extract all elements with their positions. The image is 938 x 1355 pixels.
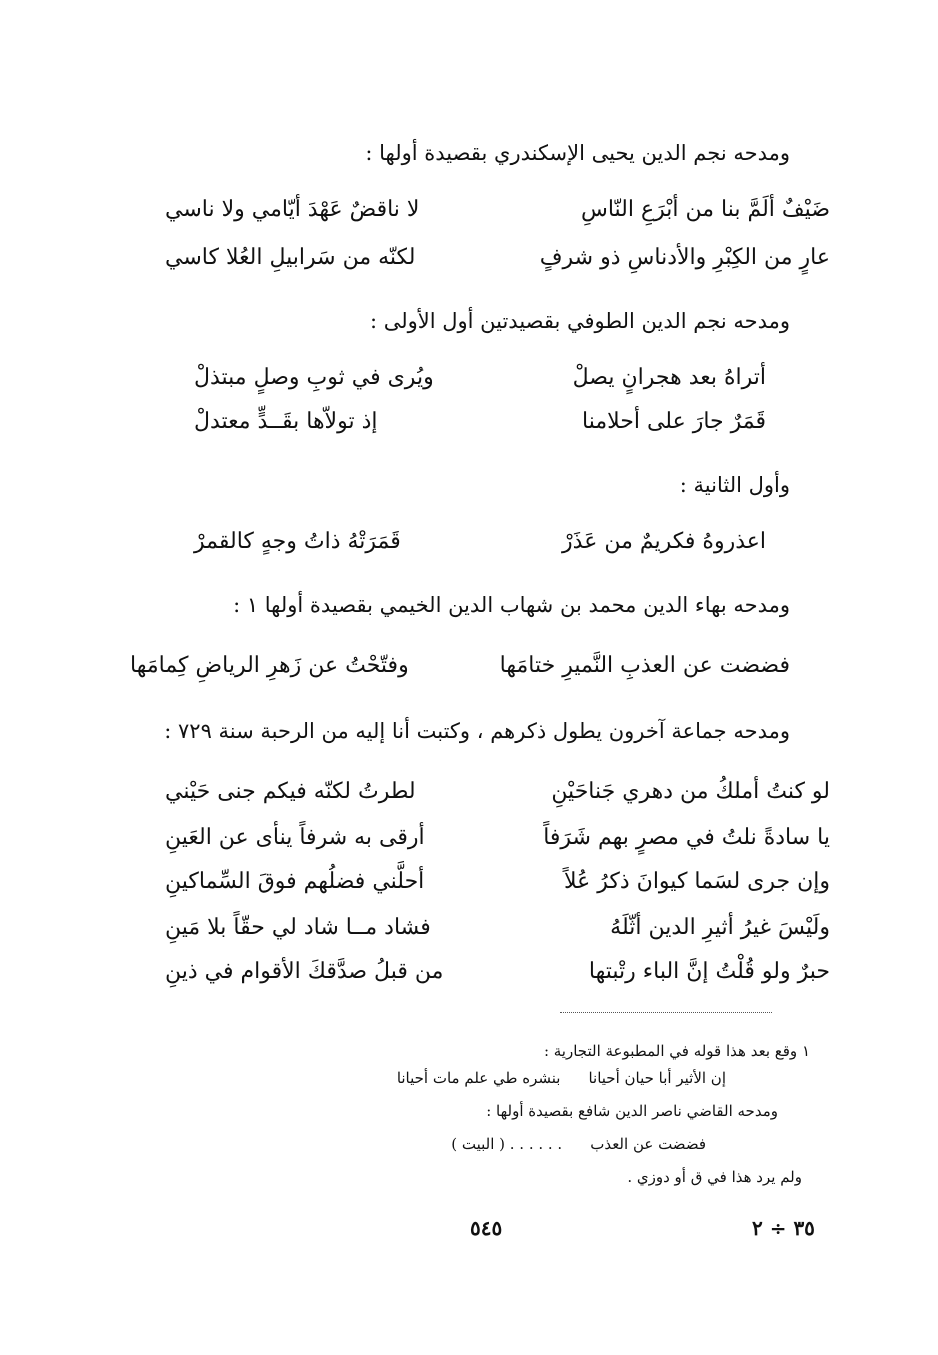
verse-8-right: يا سادةً نلتُ في مصرٍ بهم شَرَفاً — [543, 825, 830, 850]
footnote-verse-left: بنشره طي علم مات أحيانا — [396, 1069, 561, 1087]
verse-11-right: حبرٌ ولو قُلْتُ إنَّ الباء رتْبتها — [588, 959, 830, 984]
verse-1-left: لا ناقضٌ عَهْدَ أيّامي ولا ناسي — [165, 197, 420, 222]
verse-4-right: قَمَرٌ جارَ على أحلامنا — [582, 409, 766, 434]
verse-7 — [165, 772, 830, 812]
verse-3 — [194, 358, 766, 398]
verse-2-right: عارٍ من الكِبْرِ والأدناسِ ذو شرفٍ — [539, 245, 830, 270]
verse-2-left: لكنّه من سَرابيلِ العُلا كاسي — [165, 245, 416, 270]
intro-line-5: ومدحه جماعة آخرون يطول ذكرهم ، وكتبت أنا إليه من الرحبة سنة ٧٢٩ : — [164, 719, 790, 743]
footnote-line-1: ١ وقع بعد هذا قوله في المطبوعة التجارية : — [543, 1042, 810, 1060]
verse-8 — [165, 818, 830, 858]
intro-line-4: ومدحه بهاء الدين محمد بن شهاب الدين الخيمي بقصيدة أولها ١ : — [233, 593, 790, 617]
verse-11-left: من قبلُ صدَّقكَ الأقوام في ذينِ — [165, 959, 444, 984]
verse-6 — [130, 646, 790, 686]
intro-line-1: ومدحه نجم الدين يحيى الإسكندري بقصيدة أولها : — [365, 141, 790, 165]
verse-4 — [194, 402, 766, 442]
verse-11 — [165, 952, 830, 992]
footnote-citation-left: . . . . . . ( البيت ) — [451, 1135, 563, 1153]
verse-9 — [165, 862, 830, 902]
verse-10-right: ولَيْسَ غيرُ أثيرِ الدين أثّلَهُ — [610, 915, 830, 940]
verse-5-right: اعذروهُ فكريمٌ من عَذَرْ — [562, 529, 766, 554]
verse-4-left: إذ تولاّها بقَــدٍّ معتدلْ — [194, 409, 378, 434]
verse-1 — [165, 190, 830, 230]
verse-9-left: أحلَّني فضلُهم فوقَ السِّماكينِ — [165, 869, 425, 894]
footnote-citation-right: فضضت عن العذب — [590, 1135, 706, 1153]
footnote-verse-right: إن الأثير أبا حيان أحيانا — [588, 1069, 726, 1087]
page-number: ٥٤٥ — [470, 1216, 503, 1240]
verse-9-right: وإن جرى لسَما كيوانَ ذكرُ عُلاً — [564, 869, 830, 894]
verse-3-left: ويُرى في ثوبِ وصلٍ مبتذلْ — [194, 365, 434, 390]
verse-7-right: لو كنتُ أملكُ من دهري جَناحَيْنِ — [551, 779, 830, 804]
verse-5 — [194, 522, 766, 562]
intro-line-3: وأول الثانية : — [679, 473, 790, 497]
verse-10-left: فشاد مــا شاد لي حقّاً بلا مَينِ — [165, 915, 431, 940]
footnote-verse — [397, 1067, 726, 1089]
verse-7-left: لطرتُ لكنّه فيكم جنى حَيْني — [165, 779, 416, 804]
verse-2 — [165, 238, 830, 278]
signature-mark: ٣٥ ÷ ٢ — [752, 1216, 815, 1240]
verse-10 — [165, 908, 830, 948]
verse-1-right: ضَيْفٌ ألَمَّ بنا من أبْرَعِ النّاسِ — [580, 197, 830, 222]
verse-3-right: أتراهُ بعد هجرانٍ يصلْ — [572, 365, 766, 390]
footnote-divider — [560, 1012, 772, 1013]
verse-5-left: قَمَرَتْهُ ذاتُ وجهٍ كالقمرْ — [194, 529, 401, 554]
verse-8-left: أرقى به شرفاً ينأى عن العَينِ — [165, 825, 425, 850]
footnote-line-5: ولم يرد هذا في ق أو دوزي . — [627, 1168, 802, 1186]
verse-6-left: وفتّحْتُ عن زَهرِ الرياضِ كِمامَها — [130, 653, 409, 678]
footnote-line-3: ومدحه القاضي ناصر الدين شافع بقصيدة أولها : — [486, 1102, 778, 1120]
footnote-citation — [451, 1133, 706, 1155]
intro-line-2: ومدحه نجم الدين الطوفي بقصيدتين أول الأولى : — [369, 309, 790, 333]
verse-6-right: فضضت عن العذبِ النَّميرِ ختامَها — [499, 653, 790, 678]
